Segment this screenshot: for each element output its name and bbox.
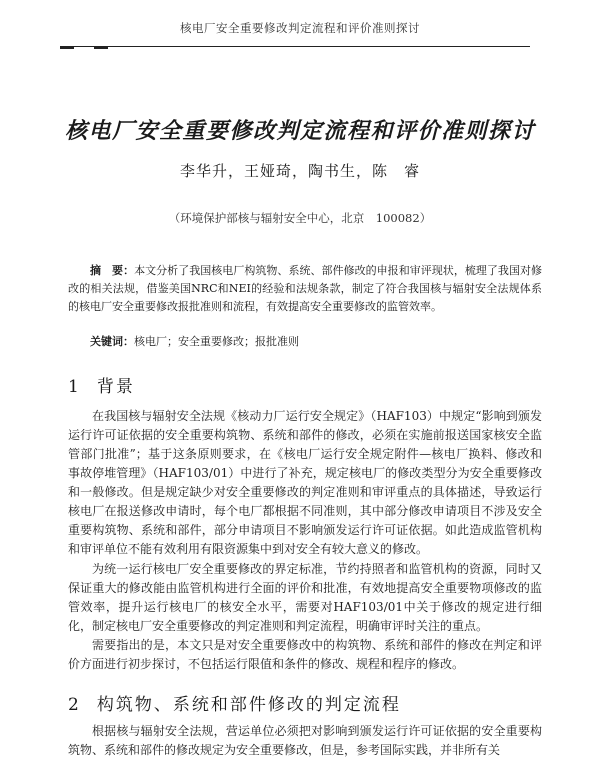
section-2-paragraph-1: 根据核与辐射安全法规，营运单位必须把对影响到颁发运行许可证依据的安全重要构筑物、系统和部件的修改规定为安全重要修改，但是，参考国际实践，并非所有关 [68, 724, 542, 757]
authors: 李华升，王娅琦，陶书生，陈 睿 [179, 162, 420, 180]
section-2-number: 2 [68, 695, 81, 715]
section-1-paragraph-3: 需要指出的是，本文只是对安全重要修改中的构筑物、系统和部件的修改在判定和评价方面进行初步探讨，不包括运行限值和条件的修改、规程和程序的修改。 [68, 638, 542, 671]
abstract [68, 262, 542, 316]
section-1-heading [68, 372, 135, 397]
section-1-number: 1 [68, 377, 81, 397]
header-marks [60, 41, 128, 52]
section-1-paragraph-1: 在我国核与辐射安全法规《核动力厂运行安全规定》（HAF103）中规定“影响到颁发运行许可证依据的安全重要构筑物、系统和部件的修改，必须在实施前报送国家核安全监管部门批准”；基于这条原则要求，在《核电厂运行安全规定附件—核电厂换料、修改和事故停堆管理》（HAF103/01）中进行了补充，规定核电厂的修改类型分为安全重要修改和一般修改。但是规定缺少对安全重要修改的判定准则和审评重点的具体描述，导致运行核电厂在报送修改申请时，每个电厂都根据不同准则，其中部分修改申请项目不涉及安全重要构筑物、系统和部件，部分申请项目不影响颁发运行许可证依据。如此造成监管机构和审评单位不能有效利用有限资源集中到对安全有较大意义的修改。 [68, 409, 542, 556]
running-head: 核电厂安全重要修改判定流程和评价准则探讨 [180, 21, 420, 35]
abstract-label: 摘 要： [90, 264, 135, 277]
section-2-title: 构筑物、系统和部件修改的判定流程 [96, 695, 401, 715]
keywords [90, 333, 299, 349]
abstract-text: 本文分析了我国核电厂构筑物、系统、部件修改的申报和审评现状，梳理了我国对修改的相关法规，借鉴美国NRC和NEI的经验和法规条款，制定了符合我国核与辐射安全法规体系的核电厂安全重要修改报批准则和流程，有效提高安全重要修改的监管效率。 [68, 264, 543, 313]
paper-title: 核电厂安全重要修改判定流程和评价准则探讨 [64, 118, 535, 144]
affiliation: （环境保护部核与辐射安全中心，北京 100082） [168, 211, 432, 225]
section-1-paragraph-2: 为统一运行核电厂安全重要修改的界定标准，节约持照者和监管机构的资源，同时又保证重大的修改能由监管机构进行全面的评价和批准，有效地提高安全重要物项修改的监管效率，提升运行核电厂的核安全水平，需要对HAF103/01中关于修改的规定进行细化，制定核电厂安全重要修改的判定准则和判定流程，明确审评时关注的重点。 [68, 562, 542, 633]
section-2-heading [68, 690, 401, 715]
keywords-label: 关键词： [90, 335, 134, 348]
keywords-text: 核电厂；安全重要修改；报批准则 [134, 335, 299, 348]
section-1-title: 背景 [96, 377, 135, 397]
